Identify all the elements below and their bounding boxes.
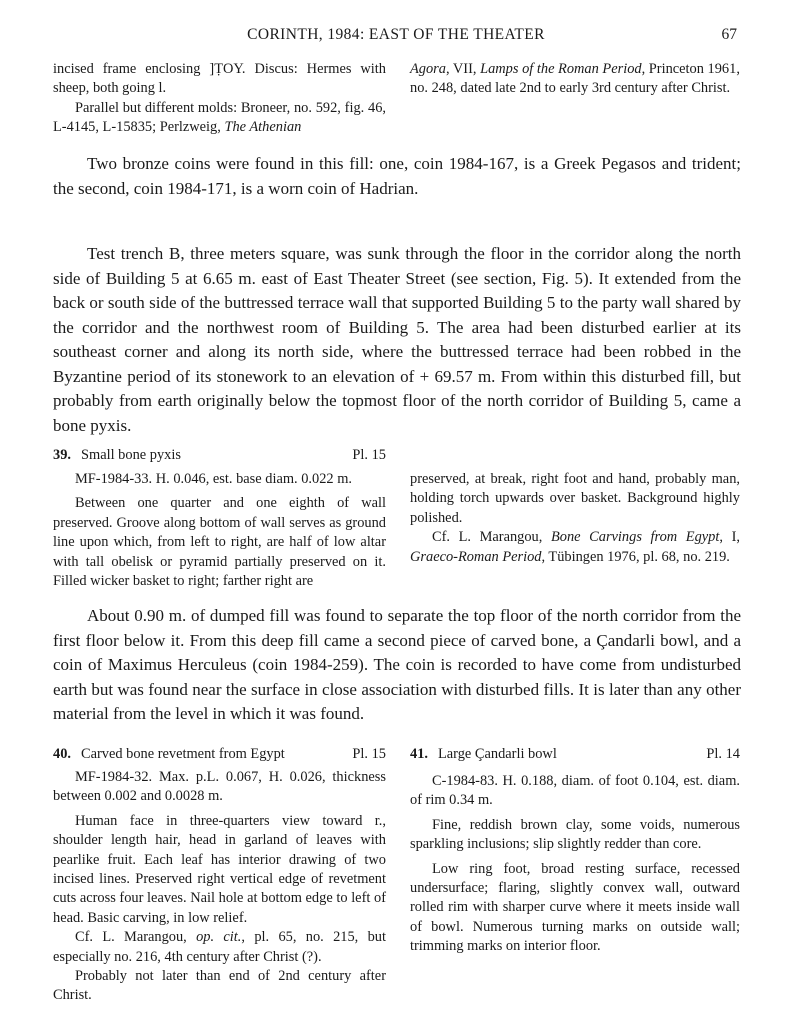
entry-40-description: Human face in three-quarters view toward r., shoulder length hair, head in garland of leaves with pearlike fruit. Each leaf has interior drawing of two incised lines. Preserved right vertical edge of revetment cuts across four leaves. Nail hole at bottom edge to left of head. Basic carving, in low relief.	[53, 812, 386, 926]
entry-39-inventory: MF-1984-33. H. 0.046, est. base diam. 0.022 m.	[75, 471, 352, 487]
entry-41-inventory: C-1984-83. H. 0.188, diam. of foot 0.104, est. diam. of rim 0.34 m.	[410, 773, 740, 809]
entry-41-plate: Pl. 14	[706, 746, 740, 762]
entry-41-heading	[410, 746, 740, 763]
entry-41-fabric: Fine, reddish brown clay, some voids, numerous sparkling inclusions; slip slightly redder than core.	[410, 816, 740, 853]
entry-40-number: 40.	[53, 746, 71, 762]
coins-paragraph: Two bronze coins were found in this fill: one, coin 1984-167, is a Greek Pegasos and trident; the second, coin 1984-171, is a worn coin of Hadrian.	[53, 154, 741, 198]
page-number: 67	[721, 26, 737, 43]
entry-40-heading	[53, 746, 386, 763]
lamp-parallels-continued: Agora, VII, Lamps of the Roman Period, Princeton 1961, no. 248, dated late 2nd to early 3rd century after Christ.	[410, 61, 740, 97]
entry-39-description: Between one quarter and one eighth of wall preserved. Groove along bottom of wall serves as ground line upon which, from left to right, are half of low altar with tall obelisk or pyramid partially preserved on it. Filled wicker basket to right; farther right are	[53, 495, 386, 590]
lamp-parallels: Parallel but different molds: Broneer, no. 592, fig. 46, L-4145, L-15835; Perlzweig, The Athenian	[53, 99, 386, 136]
entry-39-heading	[53, 447, 386, 464]
lamp-description-end: incised frame enclosing ]ṬOY. Discus: Hermes with sheep, both going l.	[53, 61, 386, 97]
entry-40-plate: Pl. 15	[352, 746, 386, 762]
entry-40-body	[53, 768, 386, 1006]
entry-41-description: Low ring foot, broad resting surface, recessed undersurface; flaring, slightly convex wall, outward rolled rim with sharper curve where it meets inside wall of bowl. Numerous turning marks on outside wall; trimming marks on interior floor.	[410, 860, 740, 955]
entry-41-body	[410, 772, 740, 957]
entry-39-number: 39.	[53, 447, 71, 463]
entry-39-title: Small bone pyxis	[81, 447, 181, 463]
running-header-title: CORINTH, 1984: EAST OF THE THEATER	[247, 26, 545, 43]
entry-39-description-continued: preserved, at break, right foot and hand, probably man, holding torch upwards over basket. Background highly polished.	[410, 471, 740, 526]
entry-39-plate: Pl. 15	[352, 447, 386, 463]
entry-41-title: Large Çandarli bowl	[438, 746, 557, 762]
top-left-column	[53, 60, 386, 138]
entry-40-dating: Probably not later than end of 2nd century after Christ.	[53, 968, 386, 1004]
entry-41-number: 41.	[410, 746, 428, 762]
entry-40-title: Carved bone revetment from Egypt	[81, 746, 285, 762]
entry-39-right	[410, 470, 740, 567]
trench-paragraph: Test trench B, three meters square, was sunk through the floor in the corridor along the north side of Building 5 at 6.65 m. east of East Theater Street (see section, Fig. 5). It extended from the back or south side of the buttressed terrace wall that supported Building 5 to the party wall shared by the corridor and the northwest room of Building 5. The area had been disturbed earlier at its southeast corner and along its north side, where the buttressed terrace had been robbed in the Byzantine period of its stonework to an elevation of + 69.57 m. From within this disturbed fill, but probably from earth originally below the topmost floor of the north corridor of Building 5, came a bone pyxis.	[53, 244, 741, 435]
entry-40-reference: Cf. L. Marangou, op. cit., pl. 65, no. 215, but especially no. 216, 4th century after Christ (?).	[53, 929, 386, 965]
entry-39-reference: Cf. L. Marangou, Bone Carvings from Egypt, I, Graeco-Roman Period, Tübingen 1976, pl. 68, no. 219.	[410, 529, 740, 565]
fill-paragraph: About 0.90 m. of dumped fill was found to separate the top floor of the north corridor from the first floor below it. From this deep fill came a second piece of carved bone, a Çandarli bowl, and a coin of Maximus Herculeus (coin 1984-259). The coin is recorded to have come from undisturbed earth but was found near the surface in close association with disturbed fills. It is later than any other material from the level in which it was found.	[53, 606, 741, 723]
entry-40-inventory: MF-1984-32. Max. p.L. 0.067, H. 0.026, thickness between 0.002 and 0.0028 m.	[53, 769, 386, 805]
entry-39-left	[53, 470, 386, 591]
top-right-column	[410, 60, 740, 99]
